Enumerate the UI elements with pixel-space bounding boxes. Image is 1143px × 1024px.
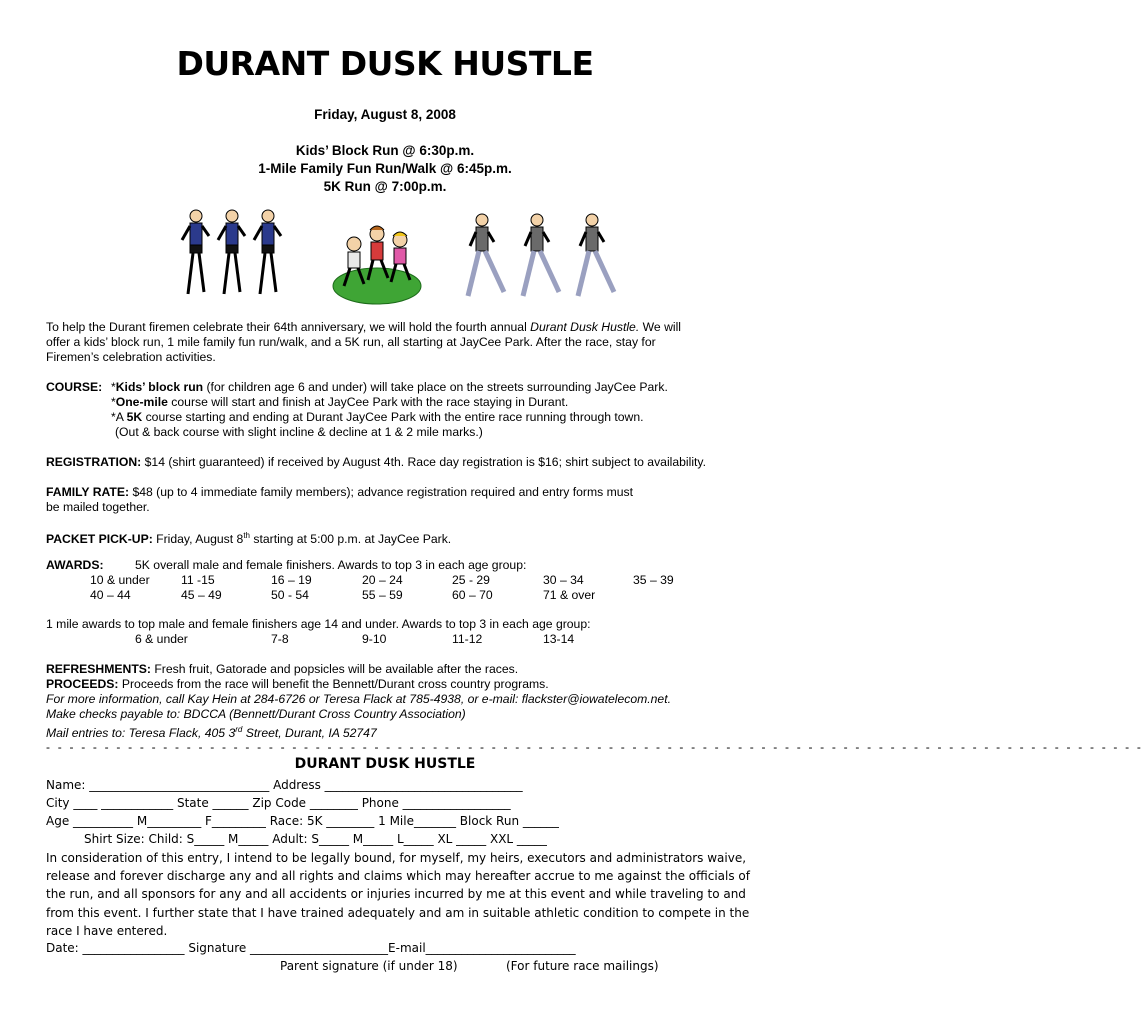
age-group: 71 & over	[543, 588, 596, 602]
cut-line-separator: - - - - - - - - - - - - - - - - - - - - - - - - - - - - - - - - - - - - - - - - - - - - - - - - - - - - - - - - - - - - - - - - - - - - - - - - - - - - - - - - - - - - - - - - - - - - - -	[46, 740, 1143, 754]
event-date: Friday, August 8, 2008	[314, 107, 456, 122]
registration-text: $14 (shirt guaranteed) if received by August 4th. Race day registration is $16; shirt subject to availability.	[141, 455, 707, 469]
age-group: 35 – 39	[633, 573, 674, 587]
runner-figure	[468, 214, 504, 296]
bullet: *	[111, 380, 116, 394]
course-note: (Out & back course with slight incline & decline at 1 & 2 mile marks.)	[115, 425, 483, 439]
course-mile-title: One-mile	[115, 395, 168, 409]
course-kids-text: (for children age 6 and under) will take place on the streets surrounding JayCee Park.	[203, 380, 668, 394]
runner-figure	[578, 214, 614, 296]
event-5k: 5K Run @ 7:00p.m.	[323, 179, 447, 194]
form-title: DURANT DUSK HUSTLE	[294, 756, 476, 772]
proceeds-label: PROCEEDS:	[46, 677, 119, 691]
event-kids: Kids’ Block Run @ 6:30p.m.	[295, 143, 475, 158]
bullet: *	[111, 395, 116, 409]
ordinal-suffix: th	[243, 531, 250, 540]
age-group: 50 - 54	[271, 588, 309, 602]
refreshments-label: REFRESHMENTS:	[46, 662, 151, 676]
runners-gray-illustration	[460, 210, 620, 305]
age-group: 20 – 24	[362, 573, 403, 587]
date-signature-line[interactable]: Date: _________________ Signature _______________________E-mail_________________________	[46, 941, 576, 955]
mail-entries	[46, 722, 377, 741]
awards-text: 5K overall male and female finishers. Awards to top 3 in each age group:	[135, 558, 527, 572]
age-group: 55 – 59	[362, 588, 403, 602]
intro-text: We will	[639, 320, 681, 334]
age-race-line[interactable]: Age __________ M_________ F_________ Race: 5K ________ 1 Mile_______ Block Run ______	[46, 814, 559, 828]
event-mile: 1-Mile Family Fun Run/Walk @ 6:45p.m.	[258, 161, 512, 176]
registration-label: REGISTRATION:	[46, 455, 142, 469]
family-rate-label: FAMILY RATE:	[46, 485, 130, 499]
age-group: 40 – 44	[90, 588, 131, 602]
mail-text: Mail entries to: Teresa Flack, 405 3	[46, 726, 236, 741]
bullet: *A	[111, 410, 127, 424]
course-5k	[111, 410, 644, 425]
race-name-italic: Durant Dusk Hustle.	[530, 320, 640, 334]
packet-text: Friday, August 8	[152, 532, 244, 547]
name-address-line[interactable]: Name: ______________________________ Address _________________________________	[46, 778, 523, 792]
age-group: 25 - 29	[452, 573, 490, 587]
age-group: 60 – 70	[452, 588, 493, 602]
refreshments-text: Fresh fruit, Gatorade and popsicles will be available after the races.	[150, 662, 519, 676]
awards-label: AWARDS:	[46, 558, 104, 572]
waiver-text: In consideration of this entry, I intend to be legally bound, for myself, my heirs, executors and administrators waive, release and forever discharge any and all rights and claims which may hereafter accrue to me against the officials of the run, and all sponsors for any and all accidents or injuries incurred by me at this event and while traveling to and from this event. I further state that I have trained adequately and am in suitable athletic condition to compete in the race I have entered.	[46, 851, 750, 938]
age-group: 9-10	[362, 632, 387, 646]
intro-line-2: offer a kids’ block run, 1 mile family fun run/walk, and a 5K run, all starting at JayCee Park. After the race, stay for	[46, 335, 656, 349]
mile-age-groups	[0, 632, 770, 647]
awards-age-groups	[0, 573, 770, 603]
runner-figure	[523, 214, 559, 296]
checks-payable: Make checks payable to: BDCCA (Bennett/Durant Cross Country Association)	[46, 707, 466, 721]
intro-text: To help the Durant firemen celebrate their 64th anniversary, we will hold the fourth annual	[46, 320, 531, 334]
runner-figure	[182, 210, 209, 294]
packet-text: starting at 5:00 p.m. at JayCee Park.	[250, 532, 452, 547]
age-group: 11 -15	[181, 573, 215, 587]
runner-figure	[218, 210, 245, 294]
family-rate-text: $48 (up to 4 immediate family members); advance registration required and entry forms must	[129, 485, 634, 499]
age-group: 10 & under	[90, 573, 150, 587]
packet-label: PACKET PICK-UP:	[46, 532, 153, 547]
intro-line-3: Firemen’s celebration activities.	[46, 350, 216, 364]
course-mile	[111, 395, 568, 410]
kids-running-illustration	[330, 214, 425, 309]
runners-blue-illustration	[176, 206, 286, 306]
age-group: 30 – 34	[543, 573, 584, 587]
course-kids-title: Kids’ block run	[115, 380, 204, 394]
course-5k-text: course starting and ending at Durant JayCee Park with the entire race running through town.	[142, 410, 644, 424]
age-group: 13-14	[543, 632, 575, 646]
course-label: COURSE:	[46, 380, 103, 394]
course-5k-title: 5K	[126, 410, 143, 424]
parent-signature-label: Parent signature (if under 18)	[280, 959, 458, 973]
mail-text: Street, Durant, IA 52747	[242, 726, 377, 741]
city-state-line[interactable]: City ____ ____________ State ______ Zip Code ________ Phone __________________	[46, 796, 511, 810]
age-group: 11-12	[452, 632, 483, 646]
family-rate-line	[46, 485, 633, 500]
packet-pickup-line	[46, 528, 451, 547]
mile-awards-text: 1 mile awards to top male and female finishers age 14 and under. Awards to top 3 in each age group:	[46, 617, 591, 631]
ordinal-suffix: rd	[235, 725, 243, 734]
page-title: DURANT DUSK HUSTLE	[176, 44, 594, 83]
refreshments-line	[46, 662, 518, 677]
course-mile-text: course will start and finish at JayCee Park with the race staying in Durant.	[167, 395, 569, 409]
family-rate-line-2: be mailed together.	[46, 500, 150, 514]
proceeds-line	[46, 677, 549, 692]
age-group: 16 – 19	[271, 573, 312, 587]
registration-line	[46, 455, 706, 470]
intro-line-1	[46, 320, 681, 335]
age-group: 7-8	[271, 632, 289, 646]
course-kids	[111, 380, 668, 395]
future-mailings-label: (For future race mailings)	[506, 959, 659, 973]
age-group: 45 – 49	[181, 588, 222, 602]
proceeds-text: Proceeds from the race will benefit the Bennett/Durant cross country programs.	[118, 677, 549, 691]
runner-figure	[254, 210, 281, 294]
contact-info: For more information, call Kay Hein at 284-6726 or Teresa Flack at 785-4938, or e-mail: flackster@iowatelecom.net.	[46, 692, 671, 706]
shirt-size-line[interactable]: Shirt Size: Child: S_____ M_____ Adult: S_____ M_____ L_____ XL _____ XXL _____	[84, 832, 547, 846]
age-group: 6 & under	[135, 632, 188, 646]
